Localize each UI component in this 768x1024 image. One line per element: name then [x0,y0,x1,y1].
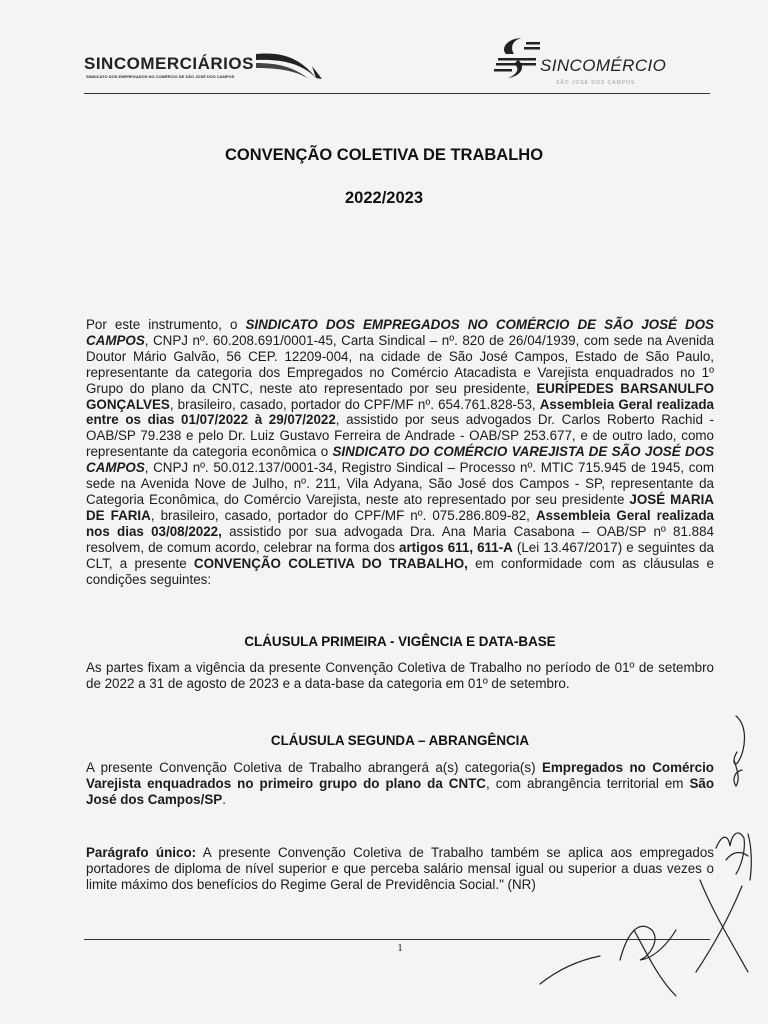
text-run: assistido por sua advogada Dra. Ana Maria Casabona – OAB/SP nº 81.884 resolvem, de comum acordo, celebrar na forma dos [86,523,714,555]
sincomercio-logo-text: SINCOMÉRCIO [540,56,667,75]
sincomercio-logo [492,36,692,92]
sincomerciarios-logo-subtitle: SINDICATO DOS EMPREGADOS NO COMÉRCIO DE SÃO JOSÉ DOS CAMPOS [86,74,235,79]
swoosh-icon [254,48,324,82]
emphasized-text: EURÍPEDES BARSANULFO GONÇALVES [86,380,714,412]
text-run: Por este instrumento, o [86,317,246,332]
emphasized-text: SINDICATO DO COMÉRCIO VAREJISTA DE SÃO JOSÉ DOS CAMPOS [86,444,715,476]
intro-paragraph [86,317,714,587]
emphasized-text: Assembleia Geral realizada nos dias 03/08/2022, [86,507,714,539]
header-divider [84,93,710,94]
clause-2-paragraph [86,845,714,893]
emphasized-text: Empregados no Comércio Varejista enquadrados no primeiro grupo do plano da CNTC [86,760,714,791]
sincomercio-logo-subtitle: SÃO JOSÉ DOS CAMPOS [556,80,636,86]
emphasized-text: SINDICATO DOS EMPREGADOS NO COMÉRCIO DE SÃO JOSÉ DOS CAMPOS [86,317,714,348]
paragraph-label: Parágrafo único: [86,845,197,860]
clause-2-heading: CLÁUSULA SEGUNDA – ABRANGÊNCIA [270,733,530,748]
sincomerciarios-logo [84,44,324,84]
text-run: A presente Convenção Coletiva de Trabalho abrangerá a(s) categoria(s) [86,760,542,775]
emphasized-text: JOSÉ MARIA DE FARIA [86,491,714,523]
document-period: 2022/2023 [345,189,423,207]
text-run: . [222,791,226,807]
clause-1-body: As partes fixam a vigência da presente Convenção Coletiva de Trabalho no período de 01º de setembro de 2022 a 31 de agosto de 2023 e a data-base da categoria em 01º de setembro. [86,660,714,691]
emphasized-text: São José dos Campos/SP [86,775,714,807]
text-run: , CNPJ nº. 60.208.691/0001-45, Carta Sindical – nº. 820 de 26/04/1939, com sede na Avenida Doutor Mário Galvão, 56 CEP. 12209-004, na cidade de São José Campos, Estado de São Paulo, representante da categoria dos Empregados no Comércio Atacadista e Varejista enquadrados no 1º Grupo do plano da CNTC, neste ato representado por seu presidente, [86,332,714,396]
text-run: , CNPJ nº. 50.012.137/0001-34, Registro Sindical – Processo nº. MTIC 715.945 de 1945, com sede na Avenida Nove de Julho, nº. 211, Vila Adyana, São José dos Campos - SP, representante da Categoria Econômica, do Comércio Varejista, neste ato representado por seu presidente [86,460,714,507]
text-run: , brasileiro, casado, portador do CPF/MF nº. 075.286.809-82, [150,507,536,523]
emphasized-text: CONVENÇÃO COLETIVA DO TRABALHO, [193,555,468,571]
emphasized-text: artigos 611, 611-A [399,539,513,555]
sincomercio-emblem-icon [492,36,542,82]
clause-2-body [86,760,714,808]
document-title: CONVENÇÃO COLETIVA DE TRABALHO [224,146,544,164]
text-run: (Lei 13.467/2017) e seguintes da CLT, a presente [86,539,715,571]
emphasized-text: Assembleia Geral realizada entre os dias 01/07/2022 à 29/07/2022 [86,396,714,428]
text-run: , assistido por seus advogados Dr. Carlos Roberto Rachid - OAB/SP 79.238 e pelo Dr. Luiz Gustavo Ferreira de Andrade - OAB/SP 253.677, e de outro lado, como representante da categoria econômica o [86,412,714,460]
sincomerciarios-logo-text: SINCOMERCIÁRIOS [84,54,254,73]
text-run: , brasileiro, casado, portador do CPF/MF nº. 654.761.828-53, [169,396,540,412]
text-run: em conformidade com as cláusulas e condições seguintes: [86,555,714,587]
paragraph-text: A presente Convenção Coletiva de Trabalho também se aplica aos empregados portadores de diploma de nível superior e que perceba salário mensal igual ou superior a duas vezes o limite máximo dos benefícios do Regime Geral de Previdência Social." (NR) [86,845,714,892]
page-number: 1 [397,942,403,954]
footer-divider [84,939,710,940]
text-run: , com abrangência territorial em [485,775,690,791]
clause-1-heading: CLÁUSULA PRIMEIRA - VIGÊNCIA E DATA-BASE [244,634,556,649]
